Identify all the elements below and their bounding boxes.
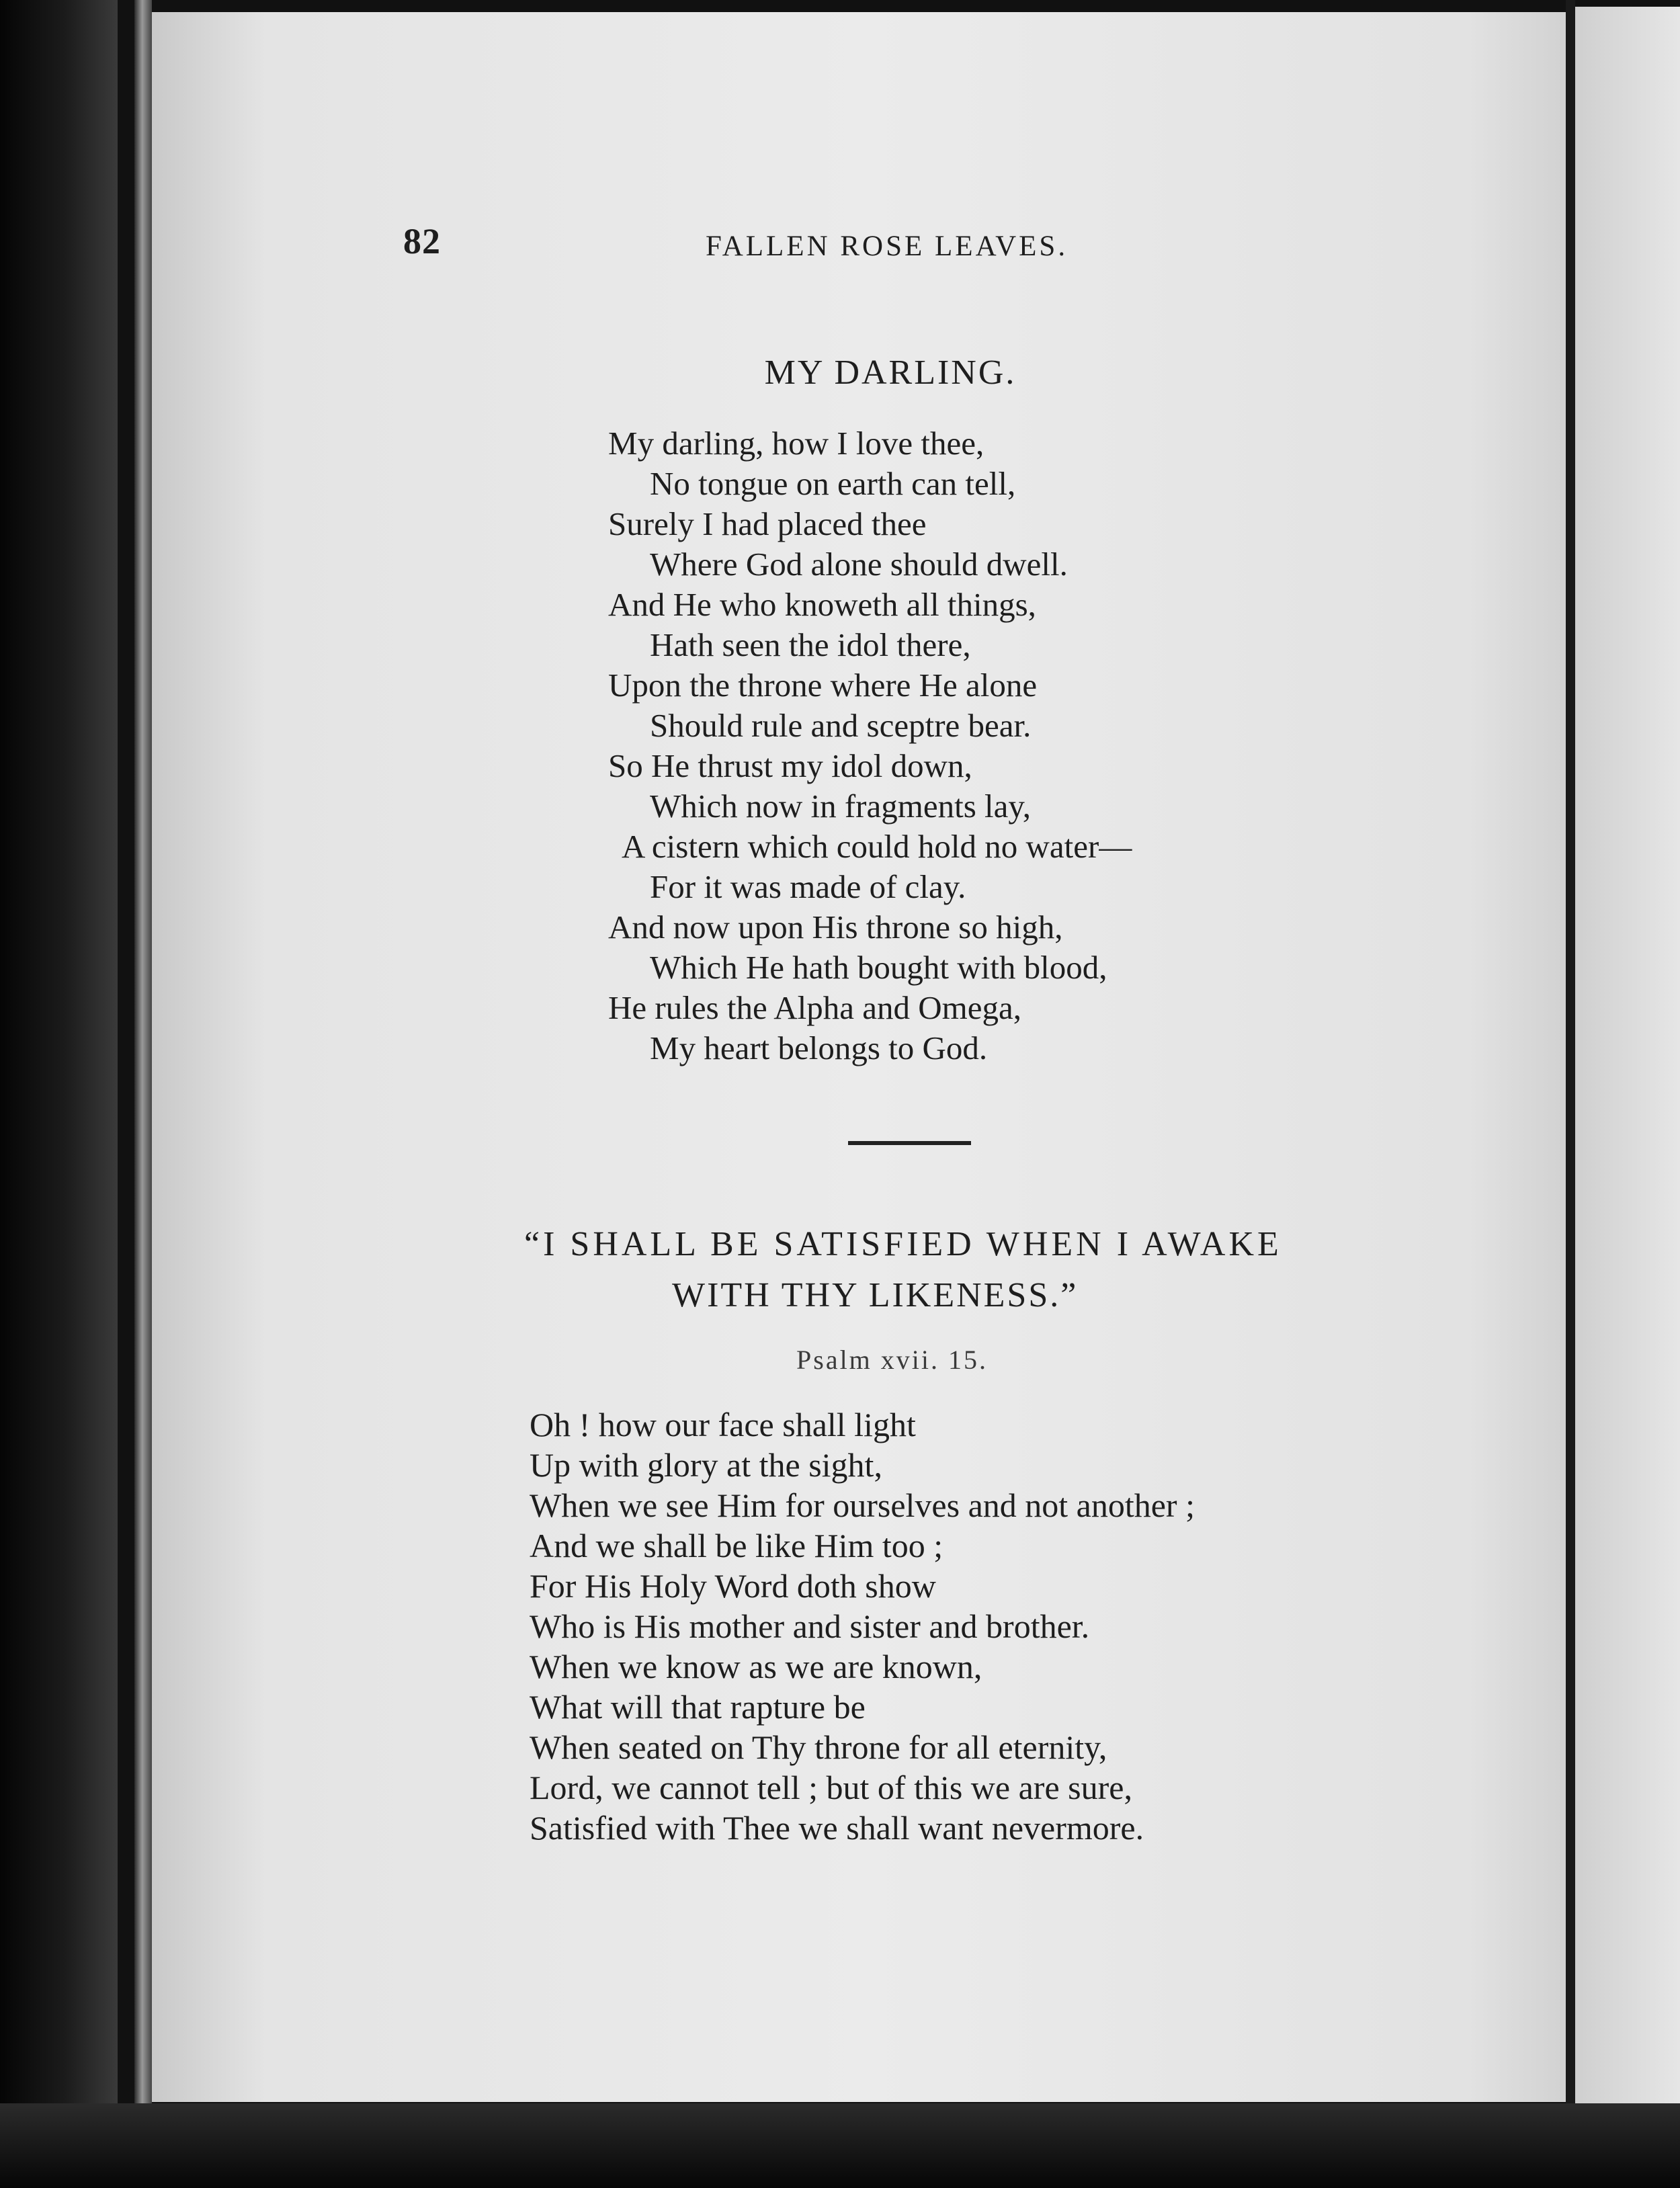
poem-line: Surely I had placed thee [608, 505, 927, 542]
book-spine [134, 0, 152, 2117]
poem-line: Up with glory at the sight, [530, 1446, 882, 1484]
page-fold [1566, 0, 1575, 2117]
poem-line: When seated on Thy throne for all eternity, [530, 1728, 1107, 1766]
poem-line: Hath seen the idol there, [650, 626, 971, 663]
poem-line: When we see Him for ourselves and not another ; [530, 1486, 1195, 1524]
poem-line: And now upon His throne so high, [608, 909, 1063, 945]
poem-line: And He who knoweth all things, [608, 586, 1036, 623]
poem-line: Lord, we cannot tell ; but of this we are sure, [530, 1769, 1132, 1806]
poem-title: “I SHALL BE SATISFIED WHEN I AWAKE [524, 1225, 1282, 1263]
poem-line: What will that rapture be [530, 1688, 866, 1726]
adjacent-page [1575, 7, 1680, 2103]
poem-line: Should rule and sceptre bear. [650, 707, 1032, 744]
poem-line: When we know as we are known, [530, 1648, 982, 1685]
scan-bottom-edge [0, 2103, 1680, 2188]
poem-line: No tongue on earth can tell, [650, 465, 1016, 502]
poem-line: Who is His mother and sister and brother. [530, 1607, 1090, 1645]
poem-line: My heart belongs to God. [650, 1029, 988, 1066]
running-title: FALLEN ROSE LEAVES. [706, 230, 1068, 262]
poem-line: A cistern which could hold no water— [622, 828, 1132, 865]
poem-line: Upon the throne where He alone [608, 667, 1038, 704]
poem-line: So He thrust my idol down, [608, 747, 972, 784]
poem-title: MY DARLING. [764, 353, 1017, 392]
poem-line: Which He hath bought with blood, [650, 949, 1107, 986]
page-number: 82 [403, 221, 441, 261]
poem-title-continued: WITH THY LIKENESS.” [672, 1276, 1079, 1314]
section-divider [848, 1141, 971, 1145]
poem-line: Satisfied with Thee we shall want nevermore. [530, 1809, 1144, 1847]
poem-stanza [530, 1404, 1195, 1848]
poem-line: Oh ! how our face shall light [530, 1406, 916, 1443]
poem-line: Where God alone should dwell. [650, 546, 1068, 583]
scan-left-edge [0, 0, 118, 2188]
poem-line: My darling, how I love thee, [608, 425, 984, 462]
poem-line: For it was made of clay. [650, 868, 966, 905]
poem-line: And we shall be like Him too ; [530, 1527, 943, 1564]
poem-line: He rules the Alpha and Omega, [608, 989, 1022, 1026]
poem-line: For His Holy Word doth show [530, 1567, 936, 1605]
poem-stanza [608, 423, 1132, 1068]
poem-line: Which now in fragments lay, [650, 788, 1031, 825]
scripture-citation: Psalm xvii. 15. [796, 1345, 989, 1375]
